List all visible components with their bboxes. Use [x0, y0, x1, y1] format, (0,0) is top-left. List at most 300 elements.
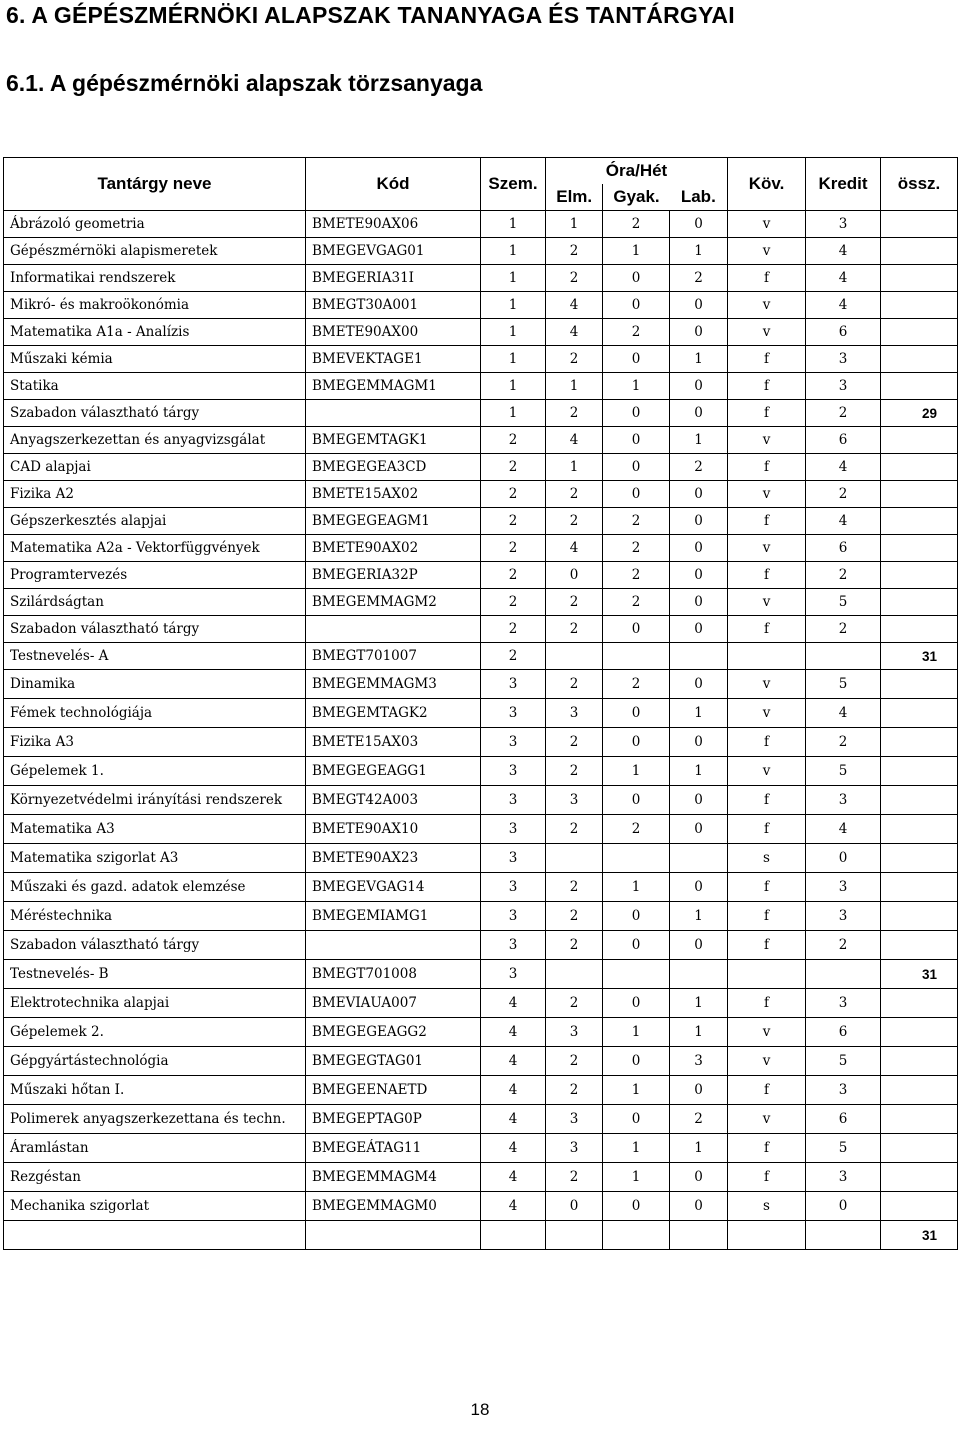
cell-kov: v — [728, 589, 806, 616]
cell-elm — [546, 844, 603, 873]
cell-name: Mechanika szigorlat — [4, 1192, 306, 1221]
header-gyak: Gyak. — [602, 184, 669, 210]
cell-code: BMEGEMIAMG1 — [306, 902, 481, 931]
cell-total — [881, 535, 958, 562]
cell-kov: f — [728, 562, 806, 589]
cell-total — [881, 373, 958, 400]
cell-code: BMEGERIA32P — [306, 562, 481, 589]
cell-kredit: 4 — [806, 699, 881, 728]
table-row — [4, 873, 958, 902]
cell-total — [881, 1018, 958, 1047]
cell-sem: 1 — [481, 265, 546, 292]
cell-kov: f — [728, 931, 806, 960]
cell-elm — [546, 643, 603, 670]
cell-elm: 2 — [546, 589, 603, 616]
cell-total — [881, 562, 958, 589]
cell-kov: v — [728, 670, 806, 699]
cell-elm: 4 — [546, 319, 603, 346]
cell-gyak: 0 — [603, 728, 670, 757]
cell-kov: f — [728, 1163, 806, 1192]
cell-kov: f — [728, 373, 806, 400]
cell-code: BMETE15AX02 — [306, 481, 481, 508]
cell-total — [881, 1047, 958, 1076]
cell-kov: v — [728, 238, 806, 265]
cell-code: BMEGEVGAG14 — [306, 873, 481, 902]
cell-lab: 2 — [670, 454, 728, 481]
cell-kov: f — [728, 989, 806, 1018]
cell-kredit: 3 — [806, 902, 881, 931]
cell-kredit: 4 — [806, 238, 881, 265]
header-sem: Szem. — [481, 158, 546, 211]
cell-elm: 4 — [546, 427, 603, 454]
cell-total — [881, 616, 958, 643]
cell-name: Anyagszerkezettan és anyagvizsgálat — [4, 427, 306, 454]
cell-sem: 3 — [481, 699, 546, 728]
table-row — [4, 699, 958, 728]
cell-name: Gépelemek 1. — [4, 757, 306, 786]
cell-gyak: 0 — [603, 616, 670, 643]
cell-gyak: 1 — [603, 1018, 670, 1047]
cell-kredit: 0 — [806, 1192, 881, 1221]
cell-code: BMETE90AX00 — [306, 319, 481, 346]
cell-code: BMETE90AX10 — [306, 815, 481, 844]
cell-sem: 2 — [481, 616, 546, 643]
cell-gyak: 0 — [603, 1047, 670, 1076]
cell-elm: 1 — [546, 211, 603, 238]
cell-total — [881, 1105, 958, 1134]
header-elm: Elm. — [556, 187, 593, 206]
cell-kov: f — [728, 508, 806, 535]
cell-name: Gépszerkesztés alapjai — [4, 508, 306, 535]
header-kredit: Kredit — [806, 158, 881, 211]
cell-lab: 1 — [670, 902, 728, 931]
cell-kredit: 3 — [806, 786, 881, 815]
cell-lab: 1 — [670, 989, 728, 1018]
cell-code: BMEGEÁTAG11 — [306, 1134, 481, 1163]
cell-code: BMEGEMMAGM1 — [306, 373, 481, 400]
cell-gyak: 2 — [603, 535, 670, 562]
cell-elm: 2 — [546, 989, 603, 1018]
header-lab: Lab. — [680, 187, 716, 206]
table-row — [4, 454, 958, 481]
cell-lab: 0 — [670, 589, 728, 616]
cell-kredit: 6 — [806, 427, 881, 454]
cell-name: Ábrázoló geometria — [4, 211, 306, 238]
cell-kov: f — [728, 1134, 806, 1163]
cell-kov — [728, 643, 806, 670]
cell-gyak: 0 — [603, 1105, 670, 1134]
cell-sem: 1 — [481, 400, 546, 427]
cell-kov: v — [728, 1047, 806, 1076]
cell-sem: 3 — [481, 786, 546, 815]
cell-total — [881, 238, 958, 265]
table-row — [4, 670, 958, 699]
cell-kov: s — [728, 1192, 806, 1221]
cell-elm: 2 — [546, 265, 603, 292]
cell-code: BMEGEMTAGK2 — [306, 699, 481, 728]
cell-elm: 2 — [546, 902, 603, 931]
cell-total — [881, 902, 958, 931]
cell-code: BMEGT30A001 — [306, 292, 481, 319]
cell-lab: 0 — [670, 815, 728, 844]
cell-kov: v — [728, 1018, 806, 1047]
cell-elm: 2 — [546, 481, 603, 508]
table-row — [4, 400, 958, 427]
cell-total — [881, 427, 958, 454]
cell-name: Környezetvédelmi irányítási rendszerek — [4, 786, 306, 815]
cell-kredit: 6 — [806, 1105, 881, 1134]
cell-total — [881, 844, 958, 873]
cell-code — [306, 616, 481, 643]
table-row — [4, 1076, 958, 1105]
cell-sem: 1 — [481, 211, 546, 238]
cell-sem: 4 — [481, 1105, 546, 1134]
cell-name: Szabadon választható tárgy — [4, 931, 306, 960]
cell-sem: 2 — [481, 508, 546, 535]
cell-total: 31 — [881, 960, 958, 989]
cell-code: BMEGEGEA3CD — [306, 454, 481, 481]
cell-total — [881, 757, 958, 786]
cell-lab: 0 — [670, 1076, 728, 1105]
cell-kov: f — [728, 786, 806, 815]
cell-name: Gépgyártástechnológia — [4, 1047, 306, 1076]
cell-code: BMEGT42A003 — [306, 786, 481, 815]
cell-lab: 0 — [670, 616, 728, 643]
cell-gyak: 0 — [603, 989, 670, 1018]
table-header-row — [4, 158, 958, 211]
cell-elm: 2 — [546, 815, 603, 844]
cell-elm: 2 — [546, 238, 603, 265]
cell-total — [881, 989, 958, 1018]
table-row — [4, 1105, 958, 1134]
cell-empty — [728, 1221, 806, 1250]
cell-name: Fizika A2 — [4, 481, 306, 508]
cell-empty — [806, 1221, 881, 1250]
cell-gyak: 2 — [603, 670, 670, 699]
cell-kredit: 2 — [806, 616, 881, 643]
table-row — [4, 535, 958, 562]
cell-sem: 4 — [481, 1192, 546, 1221]
cell-gyak: 0 — [603, 902, 670, 931]
cell-code: BMEGEVGAG01 — [306, 238, 481, 265]
cell-gyak — [603, 844, 670, 873]
cell-kov: f — [728, 728, 806, 757]
cell-total — [881, 1163, 958, 1192]
cell-elm: 2 — [546, 346, 603, 373]
cell-lab: 1 — [670, 757, 728, 786]
cell-name: Testnevelés- B — [4, 960, 306, 989]
cell-total — [881, 670, 958, 699]
cell-elm: 2 — [546, 400, 603, 427]
chapter-heading: 6. A GÉPÉSZMÉRNÖKI ALAPSZAK TANANYAGA ÉS TANTÁRGYAI — [6, 2, 735, 28]
cell-elm: 3 — [546, 1134, 603, 1163]
cell-gyak: 0 — [603, 292, 670, 319]
cell-sem: 2 — [481, 643, 546, 670]
cell-name: Matematika szigorlat A3 — [4, 844, 306, 873]
cell-gyak: 1 — [603, 1076, 670, 1105]
cell-gyak: 0 — [603, 481, 670, 508]
cell-gyak: 1 — [603, 1134, 670, 1163]
page-number: 18 — [470, 1400, 490, 1419]
cell-code — [306, 931, 481, 960]
header-hours — [546, 158, 728, 211]
table-row — [4, 346, 958, 373]
cell-lab: 0 — [670, 211, 728, 238]
cell-sem: 2 — [481, 481, 546, 508]
cell-name: Fémek technológiája — [4, 699, 306, 728]
cell-lab: 2 — [670, 265, 728, 292]
cell-kov: f — [728, 616, 806, 643]
cell-total: 31 — [881, 643, 958, 670]
cell-lab: 1 — [670, 1018, 728, 1047]
cell-code: BMEGERIA31I — [306, 265, 481, 292]
cell-total — [881, 815, 958, 844]
cell-kredit: 5 — [806, 670, 881, 699]
cell-name: CAD alapjai — [4, 454, 306, 481]
cell-kredit: 3 — [806, 1076, 881, 1105]
cell-elm: 4 — [546, 535, 603, 562]
cell-lab: 0 — [670, 786, 728, 815]
cell-elm: 2 — [546, 728, 603, 757]
table-row — [4, 815, 958, 844]
cell-empty — [670, 1221, 728, 1250]
cell-lab: 0 — [670, 1192, 728, 1221]
cell-lab: 0 — [670, 373, 728, 400]
cell-code: BMEGEGEAGG1 — [306, 757, 481, 786]
cell-gyak: 1 — [603, 373, 670, 400]
cell-gyak: 0 — [603, 265, 670, 292]
cell-lab: 0 — [670, 562, 728, 589]
cell-code: BMETE15AX03 — [306, 728, 481, 757]
cell-elm: 0 — [546, 562, 603, 589]
cell-sem: 4 — [481, 1076, 546, 1105]
cell-name: Informatikai rendszerek — [4, 265, 306, 292]
cell-gyak: 0 — [603, 346, 670, 373]
table-row — [4, 265, 958, 292]
cell-sem: 1 — [481, 346, 546, 373]
cell-kov: f — [728, 1076, 806, 1105]
cell-name: Matematika A3 — [4, 815, 306, 844]
cell-sem: 3 — [481, 844, 546, 873]
cell-name: Elektrotechnika alapjai — [4, 989, 306, 1018]
section-heading: 6.1. A gépészmérnöki alapszak törzsanyaga — [6, 70, 483, 96]
cell-code: BMEGEGEAGG2 — [306, 1018, 481, 1047]
cell-kredit: 2 — [806, 400, 881, 427]
cell-lab: 0 — [670, 670, 728, 699]
table-row — [4, 238, 958, 265]
cell-lab: 0 — [670, 400, 728, 427]
cell-kov: f — [728, 400, 806, 427]
cell-gyak: 1 — [603, 1163, 670, 1192]
table-row — [4, 319, 958, 346]
cell-lab: 0 — [670, 508, 728, 535]
cell-elm — [546, 960, 603, 989]
cell-name: Szabadon választható tárgy — [4, 400, 306, 427]
table-row — [4, 211, 958, 238]
cell-code: BMEGEMMAGM0 — [306, 1192, 481, 1221]
cell-total — [881, 931, 958, 960]
header-kov: Köv. — [728, 158, 806, 211]
header-name: Tantárgy neve — [4, 158, 306, 211]
cell-code: BMEGEGTAG01 — [306, 1047, 481, 1076]
cell-sem: 2 — [481, 454, 546, 481]
cell-total — [881, 1076, 958, 1105]
cell-kredit: 2 — [806, 931, 881, 960]
cell-lab: 0 — [670, 1163, 728, 1192]
cell-sem: 2 — [481, 562, 546, 589]
cell-name: Fizika A3 — [4, 728, 306, 757]
table-row — [4, 902, 958, 931]
cell-elm: 2 — [546, 873, 603, 902]
cell-elm: 3 — [546, 786, 603, 815]
cell-total — [881, 319, 958, 346]
cell-name: Dinamika — [4, 670, 306, 699]
cell-kredit: 3 — [806, 989, 881, 1018]
cell-gyak: 0 — [603, 427, 670, 454]
cell-gyak: 1 — [603, 238, 670, 265]
cell-elm: 0 — [546, 1192, 603, 1221]
cell-lab: 3 — [670, 1047, 728, 1076]
table-row — [4, 1163, 958, 1192]
cell-empty — [603, 1221, 670, 1250]
cell-lab — [670, 960, 728, 989]
cell-sem: 3 — [481, 902, 546, 931]
cell-total — [881, 508, 958, 535]
cell-total — [881, 454, 958, 481]
cell-lab: 1 — [670, 1134, 728, 1163]
cell-lab: 0 — [670, 481, 728, 508]
cell-total — [881, 1134, 958, 1163]
cell-elm: 2 — [546, 616, 603, 643]
cell-kov: v — [728, 535, 806, 562]
table-row — [4, 1192, 958, 1221]
cell-sem: 3 — [481, 815, 546, 844]
cell-lab: 0 — [670, 535, 728, 562]
cell-sem: 1 — [481, 373, 546, 400]
cell-lab: 0 — [670, 931, 728, 960]
cell-sem: 1 — [481, 238, 546, 265]
cell-kov: f — [728, 265, 806, 292]
table-row — [4, 427, 958, 454]
cell-kredit: 6 — [806, 535, 881, 562]
table-row — [4, 562, 958, 589]
cell-name: Matematika A2a - Vektorfüggvények — [4, 535, 306, 562]
cell-lab: 0 — [670, 873, 728, 902]
cell-kredit: 3 — [806, 1163, 881, 1192]
cell-kov: v — [728, 319, 806, 346]
cell-total — [881, 292, 958, 319]
table-row — [4, 589, 958, 616]
cell-kredit: 5 — [806, 1134, 881, 1163]
cell-gyak: 0 — [603, 1192, 670, 1221]
cell-kredit: 2 — [806, 728, 881, 757]
cell-sem: 3 — [481, 757, 546, 786]
cell-code: BMEGEGEAGM1 — [306, 508, 481, 535]
cell-elm: 2 — [546, 757, 603, 786]
cell-elm: 2 — [546, 1163, 603, 1192]
header-ossz: össz. — [881, 158, 958, 211]
table-row — [4, 481, 958, 508]
cell-kredit: 2 — [806, 481, 881, 508]
cell-lab: 0 — [670, 728, 728, 757]
cell-name: Mikró- és makroökonómia — [4, 292, 306, 319]
cell-total — [881, 346, 958, 373]
cell-code: BMEVIAUA007 — [306, 989, 481, 1018]
cell-elm: 2 — [546, 508, 603, 535]
cell-total — [881, 786, 958, 815]
cell-gyak: 2 — [603, 815, 670, 844]
table-row — [4, 1134, 958, 1163]
cell-name: Gépelemek 2. — [4, 1018, 306, 1047]
cell-total — [881, 1192, 958, 1221]
cell-code: BMEGEMMAGM3 — [306, 670, 481, 699]
cell-sem: 2 — [481, 427, 546, 454]
cell-kredit: 5 — [806, 1047, 881, 1076]
cell-sem: 1 — [481, 319, 546, 346]
cell-kov: v — [728, 211, 806, 238]
cell-lab: 1 — [670, 699, 728, 728]
cell-kredit: 6 — [806, 319, 881, 346]
cell-elm: 2 — [546, 1076, 603, 1105]
cell-name: Méréstechnika — [4, 902, 306, 931]
cell-elm: 1 — [546, 373, 603, 400]
cell-kredit: 4 — [806, 265, 881, 292]
cell-kov: v — [728, 699, 806, 728]
cell-total — [881, 211, 958, 238]
cell-kov: v — [728, 757, 806, 786]
cell-name: Matematika A1a - Analízis — [4, 319, 306, 346]
cell-code: BMEGEMMAGM2 — [306, 589, 481, 616]
cell-total — [881, 873, 958, 902]
cell-total — [881, 589, 958, 616]
cell-elm: 3 — [546, 1018, 603, 1047]
cell-elm: 2 — [546, 1047, 603, 1076]
cell-kredit: 5 — [806, 589, 881, 616]
cell-name: Műszaki hőtan I. — [4, 1076, 306, 1105]
cell-elm: 2 — [546, 670, 603, 699]
table-row — [4, 757, 958, 786]
cell-empty — [4, 1221, 306, 1250]
cell-kredit: 5 — [806, 757, 881, 786]
table-row — [4, 373, 958, 400]
cell-sem: 4 — [481, 1134, 546, 1163]
table-row — [4, 292, 958, 319]
table-row — [4, 786, 958, 815]
cell-total: 29 — [881, 400, 958, 427]
cell-elm: 4 — [546, 292, 603, 319]
cell-lab — [670, 643, 728, 670]
cell-sem: 2 — [481, 589, 546, 616]
cell-total: 31 — [881, 1221, 958, 1250]
cell-code: BMEGEPTAG0P — [306, 1105, 481, 1134]
cell-kredit: 6 — [806, 1018, 881, 1047]
cell-kredit: 3 — [806, 211, 881, 238]
cell-lab: 1 — [670, 427, 728, 454]
cell-kov: v — [728, 1105, 806, 1134]
cell-name: Műszaki és gazd. adatok elemzése — [4, 873, 306, 902]
cell-kredit: 3 — [806, 873, 881, 902]
table-row — [4, 1047, 958, 1076]
cell-name: Testnevelés- A — [4, 643, 306, 670]
cell-code: BMEGEMMAGM4 — [306, 1163, 481, 1192]
cell-lab: 1 — [670, 346, 728, 373]
cell-lab — [670, 844, 728, 873]
cell-kov: v — [728, 481, 806, 508]
cell-gyak: 0 — [603, 931, 670, 960]
cell-gyak: 2 — [603, 562, 670, 589]
cell-code: BMEGT701008 — [306, 960, 481, 989]
cell-sem: 4 — [481, 1018, 546, 1047]
